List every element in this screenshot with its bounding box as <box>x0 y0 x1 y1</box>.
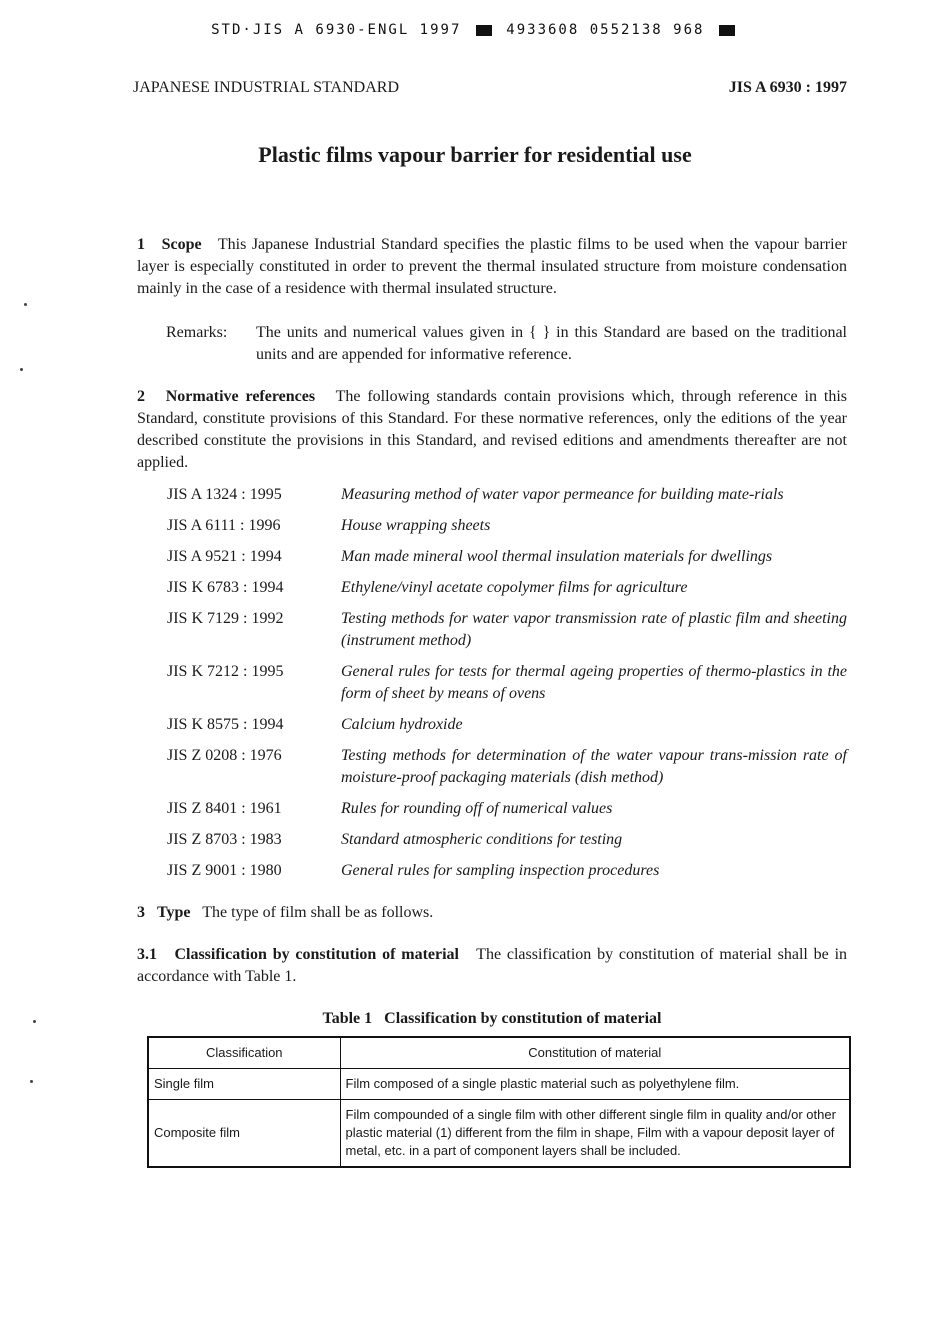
stamp-id: STD·JIS A 6930-ENGL 1997 <box>211 22 462 38</box>
classification-text: The classification by constitution of material shall be in accordance with Table 1. <box>137 946 848 985</box>
reference-title: Testing methods for determination of the water vapour trans-mission rate of moisture-proof packaging materials (dish method) <box>341 747 847 786</box>
scan-speck <box>30 1080 33 1083</box>
stamp-block-mark <box>719 25 735 36</box>
reference-title: General rules for tests for thermal ageing properties of thermo-plastics in the form of sheet by means of ovens <box>341 663 847 702</box>
stamp-number: 4933608 0552138 968 <box>506 22 705 38</box>
reference-title: Calcium hydroxide <box>341 716 463 733</box>
reference-code: JIS A 9521 : 1994 <box>167 548 282 565</box>
classification-section <box>137 944 847 988</box>
reference-item <box>167 608 847 652</box>
header-standard-number: JIS A 6930 : 1997 <box>728 79 847 96</box>
reference-item <box>167 577 847 599</box>
reference-item <box>167 798 847 820</box>
reference-list <box>167 484 847 882</box>
scope-text: This Japanese Industrial Standard specifies the plastic films to be used when the vapour barrier layer is especially constituted in order to prevent the thermal insulated structure from moisture condensation mainly in the case of a residence with thermal insulated structure. <box>137 236 847 297</box>
reference-item <box>167 745 847 789</box>
document-title: Plastic films vapour barrier for residential use <box>258 142 692 167</box>
document-stamp <box>0 22 950 38</box>
scan-speck <box>20 368 23 371</box>
remarks-label: Remarks: <box>166 324 228 341</box>
reference-title: Testing methods for water vapor transmission rate of plastic film and sheeting (instrument method) <box>341 610 847 649</box>
column-header-classification: Classification <box>148 1037 340 1069</box>
table-caption <box>137 1008 847 1030</box>
reference-code: JIS A 1324 : 1995 <box>167 486 282 503</box>
page-header <box>133 79 847 97</box>
reference-item <box>167 546 847 568</box>
scan-speck <box>24 303 27 306</box>
stamp-block-mark <box>476 25 492 36</box>
type-text: The type of film shall be as follows. <box>202 904 434 921</box>
scope-number: 1 <box>137 236 145 253</box>
reference-code: JIS Z 0208 : 1976 <box>167 747 282 764</box>
type-heading: Type <box>157 904 191 921</box>
reference-item <box>167 714 847 736</box>
cell-classification: Single film <box>148 1069 340 1100</box>
reference-title: Standard atmospheric conditions for testing <box>341 831 623 848</box>
normative-section <box>137 386 847 474</box>
document-body <box>137 234 847 1168</box>
reference-code: JIS Z 8703 : 1983 <box>167 831 282 848</box>
type-section <box>137 902 847 924</box>
reference-code: JIS A 6111 : 1996 <box>167 517 281 534</box>
reference-code: JIS K 7129 : 1992 <box>167 610 284 627</box>
reference-item <box>167 661 847 705</box>
cell-classification: Composite film <box>148 1100 340 1168</box>
classification-table <box>147 1036 851 1168</box>
normative-number: 2 <box>137 388 145 405</box>
reference-item <box>167 484 847 506</box>
reference-code: JIS K 8575 : 1994 <box>167 716 284 733</box>
scope-heading: Scope <box>161 236 202 253</box>
classification-number: 3.1 <box>137 946 157 963</box>
normative-text: The following standards contain provisions which, through reference in this Standard, constitute provisions of this Standard. For these normative references, only the editions of the year described constitute the provisions in this Standard, and revised editions and amendments thereafter are not applied. <box>137 388 847 471</box>
reference-item <box>167 860 847 882</box>
reference-item <box>167 515 847 537</box>
reference-title: Man made mineral wool thermal insulation materials for dwellings <box>341 548 773 565</box>
reference-title: Ethylene/vinyl acetate copolymer films for agriculture <box>341 579 688 596</box>
table-caption-title: Classification by constitution of material <box>384 1010 662 1027</box>
table-caption-number: Table 1 <box>322 1010 373 1027</box>
cell-constitution: Film compounded of a single film with other different single film in quality and/or other plastic material (1) different from the film in shape, Film with a vapour deposit layer of metal, etc. in a part of component layers shall be included. <box>340 1100 850 1168</box>
scan-speck <box>33 1020 36 1023</box>
table-header-row <box>148 1037 850 1069</box>
reference-title: Measuring method of water vapor permeance for building mate-rials <box>341 486 784 503</box>
normative-heading: Normative references <box>165 388 316 405</box>
reference-title: Rules for rounding off of numerical values <box>341 800 613 817</box>
reference-title: House wrapping sheets <box>341 517 491 534</box>
reference-code: JIS K 7212 : 1995 <box>167 663 284 680</box>
reference-code: JIS Z 9001 : 1980 <box>167 862 282 879</box>
table-row <box>148 1100 850 1168</box>
reference-item <box>167 829 847 851</box>
remarks-block <box>166 322 847 366</box>
remarks-text: The units and numerical values given in { } in this Standard are based on the traditional units and are appended for informative reference. <box>256 324 847 363</box>
table-row <box>148 1069 850 1100</box>
header-left: JAPANESE INDUSTRIAL STANDARD <box>133 79 399 96</box>
cell-constitution: Film composed of a single plastic material such as polyethylene film. <box>340 1069 850 1100</box>
classification-heading: Classification by constitution of material <box>174 946 460 963</box>
reference-code: JIS K 6783 : 1994 <box>167 579 284 596</box>
reference-code: JIS Z 8401 : 1961 <box>167 800 282 817</box>
reference-title: General rules for sampling inspection procedures <box>341 862 660 879</box>
scope-section <box>137 234 847 300</box>
type-number: 3 <box>137 904 145 921</box>
column-header-constitution: Constitution of material <box>340 1037 850 1069</box>
